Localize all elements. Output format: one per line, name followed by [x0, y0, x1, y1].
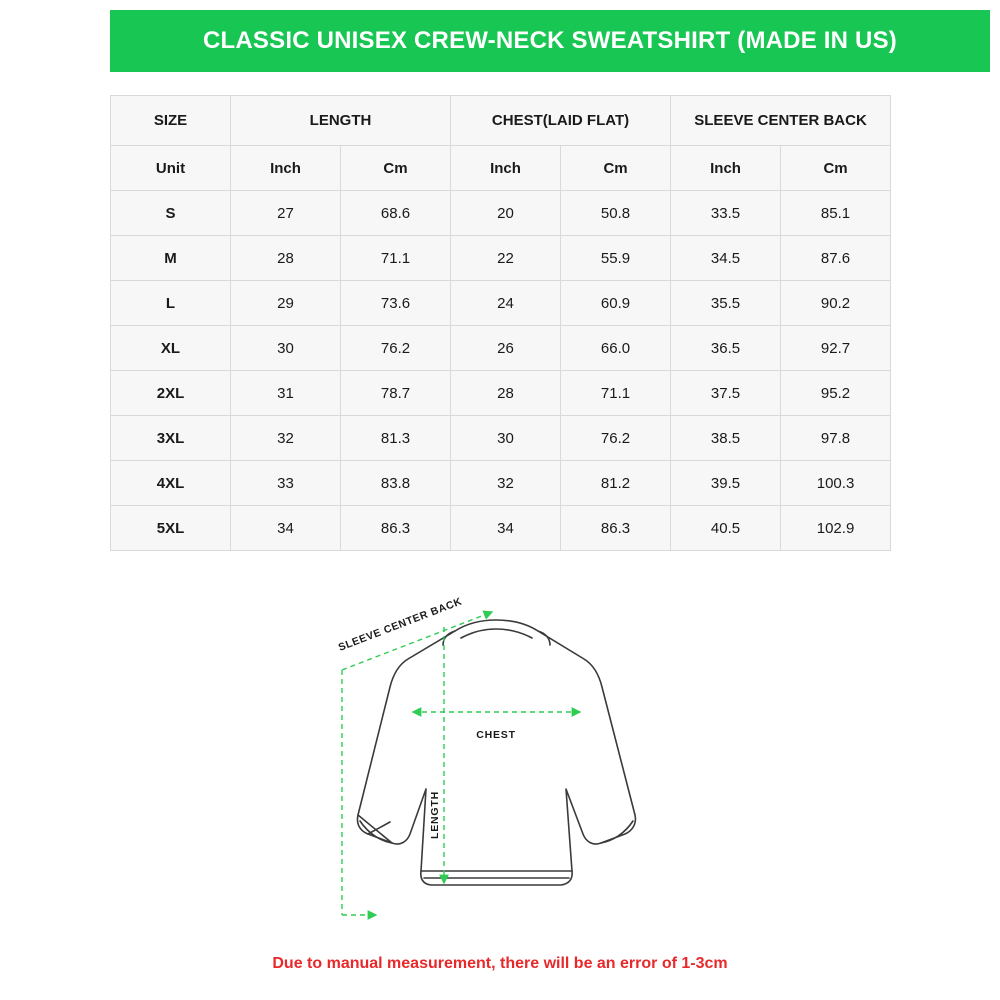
- cell-chest-cm: 76.2: [561, 416, 671, 461]
- cell-chest-inch: 34: [451, 506, 561, 551]
- cell-chest-cm: 60.9: [561, 281, 671, 326]
- cell-sleeve-cm: 97.8: [781, 416, 891, 461]
- header-sleeve: SLEEVE CENTER BACK: [671, 96, 891, 146]
- cell-chest-inch: 24: [451, 281, 561, 326]
- cell-sleeve-inch: 37.5: [671, 371, 781, 416]
- cell-sleeve-inch: 38.5: [671, 416, 781, 461]
- cell-size: S: [111, 191, 231, 236]
- cell-size: 3XL: [111, 416, 231, 461]
- table-row: [111, 281, 891, 326]
- cell-length-inch: 34: [231, 506, 341, 551]
- cell-sleeve-cm: 95.2: [781, 371, 891, 416]
- header-size: SIZE: [111, 96, 231, 146]
- cell-chest-inch: 32: [451, 461, 561, 506]
- cell-sleeve-inch: 35.5: [671, 281, 781, 326]
- cell-length-inch: 32: [231, 416, 341, 461]
- unit-chest-cm: Cm: [561, 146, 671, 191]
- unit-chest-inch: Inch: [451, 146, 561, 191]
- cell-size: M: [111, 236, 231, 281]
- cell-sleeve-cm: 92.7: [781, 326, 891, 371]
- cell-chest-inch: 26: [451, 326, 561, 371]
- sleeve-vertical-guide: [342, 670, 376, 915]
- table-row: [111, 416, 891, 461]
- cell-sleeve-cm: 102.9: [781, 506, 891, 551]
- chest-label: CHEST: [476, 729, 516, 741]
- cell-length-inch: 28: [231, 236, 341, 281]
- size-table: [110, 95, 891, 551]
- cell-length-inch: 33: [231, 461, 341, 506]
- cell-chest-inch: 20: [451, 191, 561, 236]
- cell-length-cm: 78.7: [341, 371, 451, 416]
- garment-diagram: [280, 575, 720, 930]
- cell-sleeve-cm: 100.3: [781, 461, 891, 506]
- cell-sleeve-cm: 87.6: [781, 236, 891, 281]
- page-title: CLASSIC UNISEX CREW-NECK SWEATSHIRT (MADE IN US): [202, 27, 897, 54]
- table-row: [111, 371, 891, 416]
- cell-size: 2XL: [111, 371, 231, 416]
- length-label: LENGTH: [429, 791, 441, 839]
- cell-chest-cm: 81.2: [561, 461, 671, 506]
- cell-size: XL: [111, 326, 231, 371]
- cell-size: 4XL: [111, 461, 231, 506]
- header-length: LENGTH: [231, 96, 451, 146]
- cell-length-inch: 30: [231, 326, 341, 371]
- size-table-container: [110, 95, 890, 551]
- table-row: [111, 326, 891, 371]
- cell-length-cm: 83.8: [341, 461, 451, 506]
- cell-chest-inch: 30: [451, 416, 561, 461]
- cell-sleeve-inch: 33.5: [671, 191, 781, 236]
- cell-chest-cm: 86.3: [561, 506, 671, 551]
- cell-chest-inch: 28: [451, 371, 561, 416]
- table-row: [111, 236, 891, 281]
- cell-length-cm: 76.2: [341, 326, 451, 371]
- unit-label: Unit: [111, 146, 231, 191]
- cell-chest-inch: 22: [451, 236, 561, 281]
- unit-length-cm: Cm: [341, 146, 451, 191]
- cell-length-cm: 81.3: [341, 416, 451, 461]
- cell-chest-cm: 66.0: [561, 326, 671, 371]
- cell-sleeve-inch: 36.5: [671, 326, 781, 371]
- cell-sleeve-inch: 39.5: [671, 461, 781, 506]
- table-row: [111, 461, 891, 506]
- unit-length-inch: Inch: [231, 146, 341, 191]
- sleeve-label: SLEEVE CENTER BACK: [336, 595, 464, 654]
- sweatshirt-outline: [357, 620, 635, 885]
- cell-chest-cm: 71.1: [561, 371, 671, 416]
- header-banner: [110, 10, 990, 72]
- cell-sleeve-inch: 34.5: [671, 236, 781, 281]
- unit-sleeve-inch: Inch: [671, 146, 781, 191]
- table-row: [111, 506, 891, 551]
- cell-sleeve-inch: 40.5: [671, 506, 781, 551]
- table-unit-row: [111, 146, 891, 191]
- table-group-header-row: [111, 96, 891, 146]
- cell-size: 5XL: [111, 506, 231, 551]
- cell-sleeve-cm: 90.2: [781, 281, 891, 326]
- cell-length-cm: 71.1: [341, 236, 451, 281]
- cell-chest-cm: 50.8: [561, 191, 671, 236]
- table-row: [111, 191, 891, 236]
- header-chest: CHEST(LAID FLAT): [451, 96, 671, 146]
- cell-sleeve-cm: 85.1: [781, 191, 891, 236]
- cell-chest-cm: 55.9: [561, 236, 671, 281]
- cell-length-inch: 31: [231, 371, 341, 416]
- cell-length-cm: 68.6: [341, 191, 451, 236]
- cell-length-inch: 27: [231, 191, 341, 236]
- cell-size: L: [111, 281, 231, 326]
- cell-length-inch: 29: [231, 281, 341, 326]
- measurement-note: Due to manual measurement, there will be an error of 1-3cm: [272, 955, 728, 972]
- unit-sleeve-cm: Cm: [781, 146, 891, 191]
- cell-length-cm: 86.3: [341, 506, 451, 551]
- cell-length-cm: 73.6: [341, 281, 451, 326]
